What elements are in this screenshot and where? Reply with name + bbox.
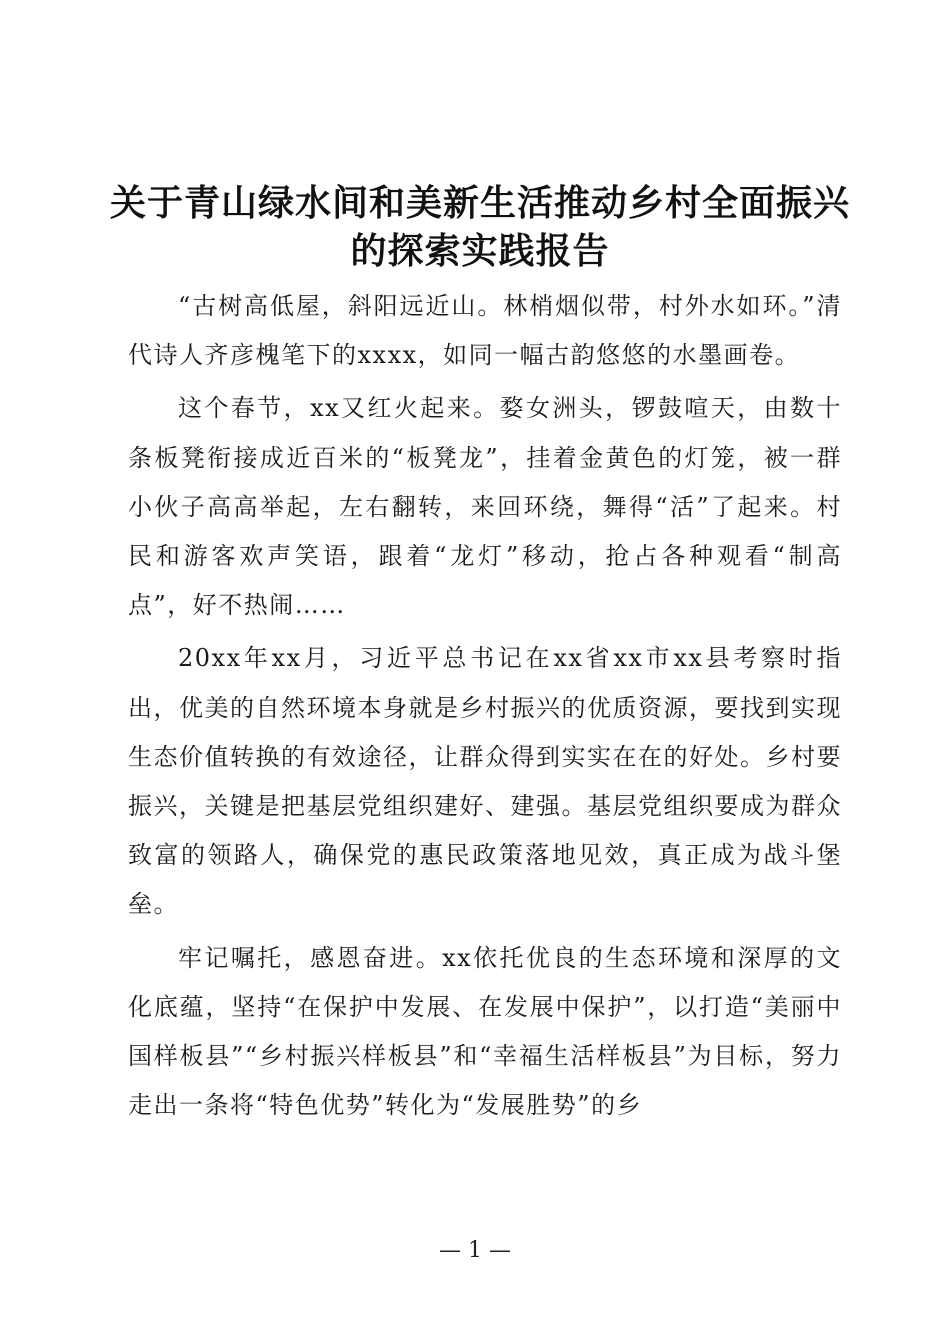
document-title-line-2: 的探索实践报告 bbox=[350, 230, 610, 272]
paragraph-3: 20xx年xx月，习近平总书记在xx省xx市xx县考察时指出，优美的自然环境本身就是乡村振兴的优质资源，要找到实现生态价值转换的有效途径，让群众得到实实在在的好处。乡村要振兴，关键是把基层党组织建好、建强。基层党组织要成为群众致富的领路人，确保党的惠民政策落地见效，真正成为战斗堡垒。 bbox=[128, 644, 842, 919]
document-body bbox=[128, 282, 842, 1134]
paragraph-2: 这个春节，xx又红火起来。婺女洲头，锣鼓喧天，由数十条板凳衔接成近百米的“板凳龙”，挂着金黄色的灯笼，被一群小伙子高高举起，左右翻转，来回环绕，舞得“活”了起来。村民和游客欢声笑语，跟着“龙灯”移动，抢占各种观看“制高点”，好不热闹…… bbox=[128, 394, 842, 620]
document-title-line-1: 关于青山绿水间和美新生活推动乡村全面振兴 bbox=[110, 182, 851, 224]
page-number: — 1 — bbox=[439, 1238, 511, 1263]
paragraph-1: “古树高低屋，斜阳远近山。林梢烟似带，村外水如环。”清代诗人齐彦槐笔下的xxxx，如同一幅古韵悠悠的水墨画卷。 bbox=[128, 292, 842, 370]
paragraph-4: 牢记嘱托，感恩奋进。xx依托优良的生态环境和深厚的文化底蕴，坚持“在保护中发展、在发展中保护”，以打造“美丽中国样板县”“乡村振兴样板县”和“幸福生活样板县”为目标，努力走出一条将“特色优势”转化为“发展胜势”的乡 bbox=[128, 943, 842, 1120]
